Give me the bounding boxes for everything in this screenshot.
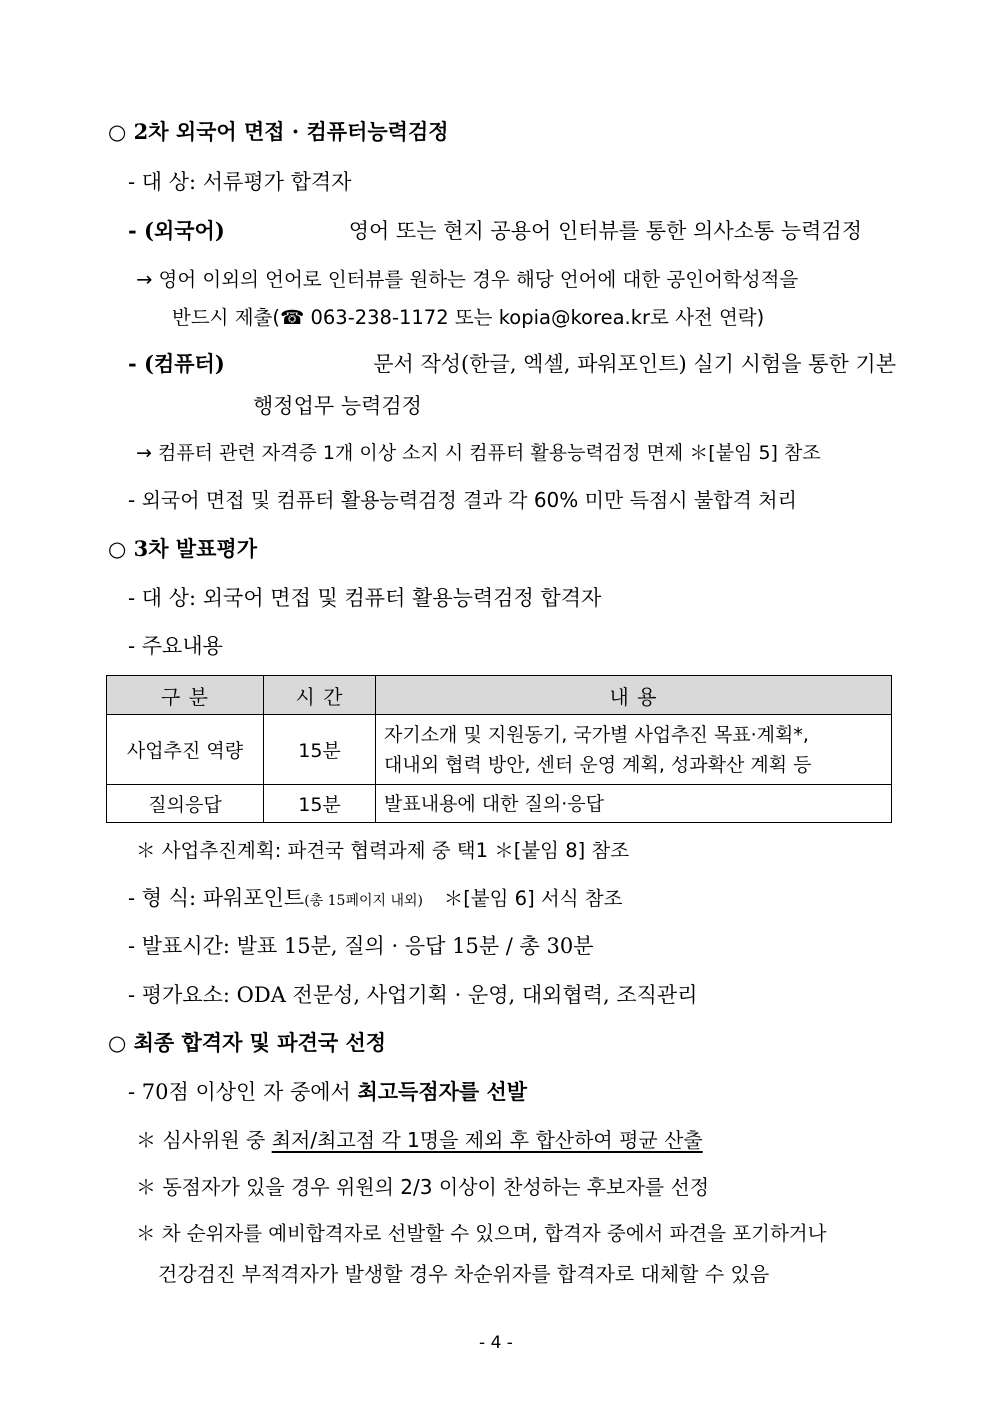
final-rule-bold: 최고득점자를 선발 <box>357 1079 528 1104</box>
section-3-title: ○ 3차 발표평가 <box>108 536 257 561</box>
s3-format-label: - 형 식: 파워포인트 <box>128 886 305 910</box>
table-cell-content-line: 자기소개 및 지원동기, 국가별 사업추진 목표·계획*, <box>384 723 809 746</box>
table-header: 내 용 <box>376 676 892 715</box>
s2-foreign-line <box>128 217 862 245</box>
s2-foreign-text: 영어 또는 현지 공용어 인터뷰를 통한 의사소통 능력검정 <box>348 219 862 243</box>
final-title: ○ 최종 합격자 및 파견국 선정 <box>108 1030 387 1055</box>
table-cell-content-line: 대내외 협력 방안, 센터 운영 계획, 성과확산 계획 등 <box>384 753 812 776</box>
table-header: 시 간 <box>264 676 376 715</box>
final-note-1-underline: 최저/최고점 각 1명을 제외 후 합산하여 평균 산출 <box>271 1128 703 1152</box>
s2-computer-note: → 컴퓨터 관련 자격증 1개 이상 소지 시 컴퓨터 활용능력검정 면제 ＊[붙임 5] 참조 <box>136 442 821 464</box>
s3-time: - 발표시간: 발표 15분, 질의 · 응답 15분 / 총 30분 <box>128 934 594 958</box>
table-cell-content <box>376 715 892 785</box>
s2-foreign-note-1: → 영어 이외의 언어로 인터뷰를 원하는 경우 해당 언어에 대한 공인어학성적을 <box>136 268 799 291</box>
s3-table-note: ＊ 사업추진계획: 파견국 협력과제 중 택1 ＊[붙임 8] 참조 <box>136 839 630 862</box>
s2-computer-label: - (컴퓨터) <box>128 351 225 376</box>
table-row <box>107 715 892 785</box>
final-rule <box>128 1078 527 1106</box>
table-cell-content: 발표내용에 대한 질의·응답 <box>376 785 892 823</box>
page-number: - 4 - <box>479 1333 513 1353</box>
s3-criteria: - 평가요소: ODA 전문성, 사업기획 · 운영, 대외협력, 조직관리 <box>128 983 698 1007</box>
table-header-row <box>107 676 892 715</box>
s2-fail-rule: - 외국어 면접 및 컴퓨터 활용능력검정 결과 각 60% 미만 득점시 불합격 처리 <box>128 488 797 512</box>
table-cell-time: 15분 <box>264 715 376 785</box>
s3-format-small: (총 15페이지 내외) <box>304 893 423 909</box>
s2-computer-text-2: 행정업무 능력검정 <box>253 394 422 418</box>
table-header: 구 분 <box>107 676 264 715</box>
final-note-3-line-1: ＊ 차 순위자를 예비합격자로 선발할 수 있으며, 합격자 중에서 파견을 포기하거나 <box>136 1222 827 1245</box>
table-cell-category: 사업추진 역량 <box>107 715 264 785</box>
s2-foreign-note-2: 반드시 제출(☎ 063-238-1172 또는 kopia@korea.kr로 사전 연락) <box>172 306 765 329</box>
s3-target: - 대 상: 외국어 면접 및 컴퓨터 활용능력검정 합격자 <box>128 586 602 610</box>
s2-computer-text-1: 문서 작성(한글, 엑셀, 파워포인트) 실기 시험을 통한 기본 <box>373 352 896 376</box>
s3-main-content: - 주요내용 <box>128 634 223 658</box>
evaluation-table <box>106 675 892 823</box>
table-cell-category: 질의응답 <box>107 785 264 823</box>
s2-target: - 대 상: 서류평가 합격자 <box>128 170 352 194</box>
s3-format-line <box>128 884 622 915</box>
final-note-1-prefix: ＊ 심사위원 중 <box>136 1128 272 1152</box>
s2-computer-line <box>128 350 896 378</box>
final-note-3-line-2: 건강검진 부적격자가 발생할 경우 차순위자를 합격자로 대체할 수 있음 <box>158 1262 770 1286</box>
table-cell-time: 15분 <box>264 785 376 823</box>
final-rule-prefix: - 70점 이상인 자 중에서 <box>128 1080 358 1104</box>
table-row <box>107 785 892 823</box>
section-2-title: ○ 2차 외국어 면접 · 컴퓨터능력검정 <box>108 119 449 144</box>
final-note-1 <box>136 1126 703 1154</box>
final-note-2: ＊ 동점자가 있을 경우 위원의 2/3 이상이 찬성하는 후보자를 선정 <box>136 1175 710 1199</box>
s3-format-ref: ＊[붙임 6] 서식 참조 <box>443 887 623 910</box>
s2-foreign-label: - (외국어) <box>128 218 225 243</box>
